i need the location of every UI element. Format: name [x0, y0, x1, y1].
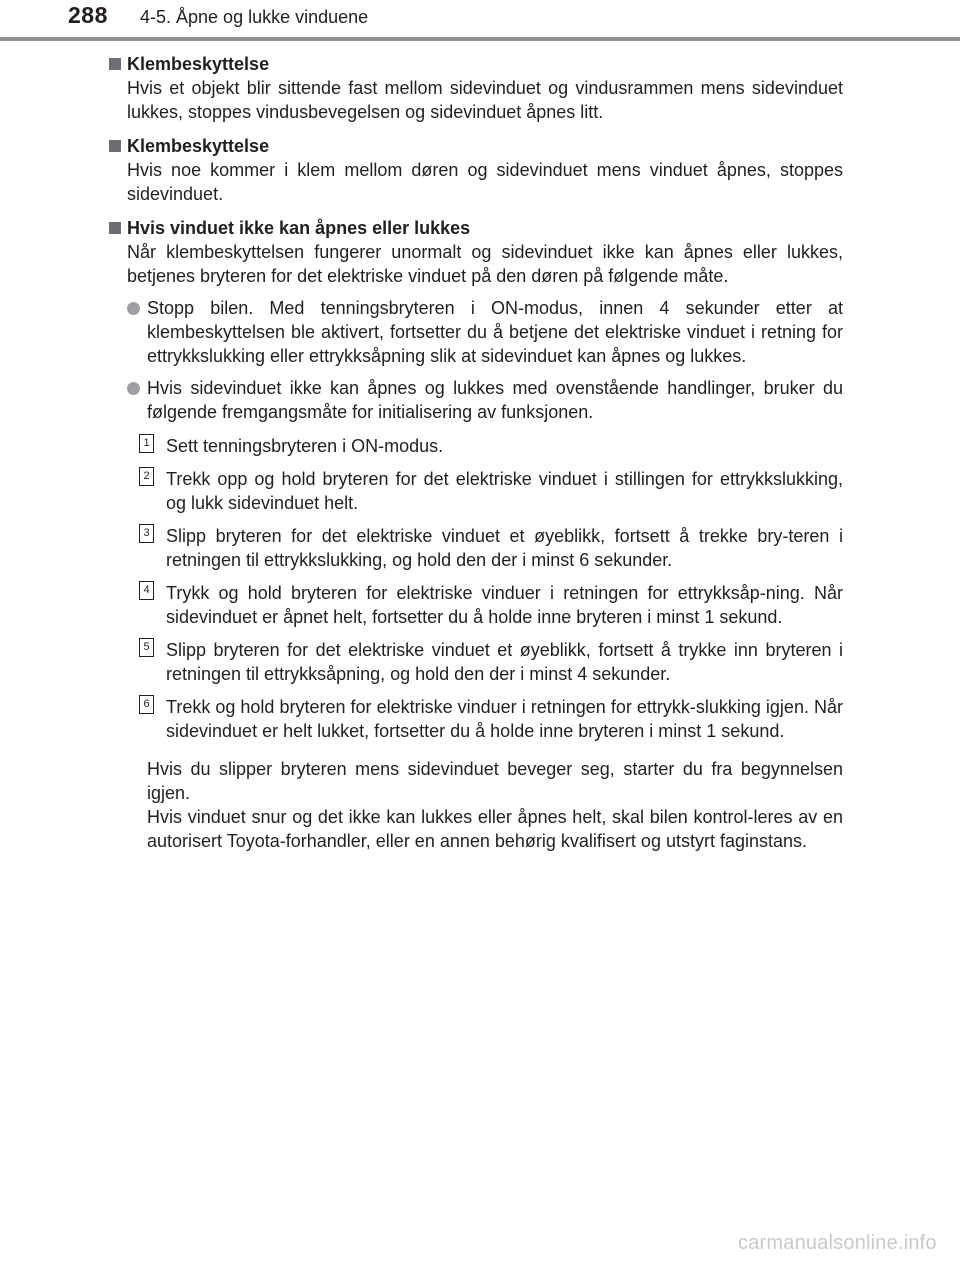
- section-paragraph: Hvis et objekt blir sittende fast mellom sidevinduet og vindusrammen mens sidevinduet lukkes, stoppes vindusbevegelsen og sidevinduet åpnes litt.: [127, 78, 843, 122]
- step-number: 2: [139, 467, 154, 486]
- closing-notes: [147, 757, 843, 853]
- step-item: [139, 434, 843, 458]
- page-header: [0, 0, 960, 44]
- section-heading: Hvis vinduet ikke kan åpnes eller lukkes: [108, 216, 843, 240]
- step-number: 3: [139, 524, 154, 543]
- page-content: [108, 52, 843, 863]
- step-number: 5: [139, 638, 154, 657]
- circle-bullet-icon: [127, 302, 140, 315]
- step-number: 6: [139, 695, 154, 714]
- page-number: 288: [68, 2, 108, 28]
- bullet-item: [127, 376, 843, 424]
- section-pinch-protection-open: [108, 134, 843, 206]
- section-paragraph: Hvis noe kommer i klem mellom døren og sidevinduet mens vinduet åpnes, stoppes sidevinduet.: [127, 160, 843, 204]
- closing-paragraph: Hvis vinduet snur og det ikke kan lukkes eller åpnes helt, skal bilen kontrol-leres av en autorisert Toyota-forhandler, eller en annen behørig kvalifisert og utstyrt faginstans.: [147, 807, 843, 851]
- step-item: [139, 638, 843, 686]
- step-item: [139, 695, 843, 743]
- step-text: Sett tenningsbryteren i ON-modus.: [166, 436, 444, 456]
- square-bullet-icon: [109, 222, 121, 234]
- chapter-title: 4-5. Åpne og lukke vinduene: [140, 7, 369, 27]
- bullet-item: [127, 296, 843, 368]
- circle-bullet-icon: [127, 382, 140, 395]
- step-item: [139, 524, 843, 572]
- bullet-text: Stopp bilen. Med tenningsbryteren i ON-modus, innen 4 sekunder etter at klembeskyttelsen ble aktivert, fortsetter du å betjene det elektriske vinduet i retning for ettrykkslukking eller ettrykksåpning slik at sidevinduet kan åpnes og lukkes.: [147, 298, 843, 366]
- section-heading: Klembeskyttelse: [108, 52, 843, 76]
- section-window-not-working: [108, 216, 843, 853]
- closing-paragraph: Hvis du slipper bryteren mens sidevinduet beveger seg, starter du fra begynnelsen igjen.: [147, 759, 843, 803]
- section-heading: Klembeskyttelse: [108, 134, 843, 158]
- watermark: carmanualsonline.info: [738, 1232, 937, 1254]
- step-number: 4: [139, 581, 154, 600]
- square-bullet-icon: [109, 58, 121, 70]
- section-paragraph: Når klembeskyttelsen fungerer unormalt og sidevinduet ikke kan åpnes eller lukkes, betjenes bryteren for det elektriske vinduet på den døren på følgende måte.: [127, 242, 843, 286]
- initialization-steps: [139, 434, 843, 743]
- step-item: [139, 467, 843, 515]
- step-text: Trekk opp og hold bryteren for det elektriske vinduet i stillingen for ettrykkslukking, og lukk sidevinduet helt.: [166, 469, 843, 513]
- header-divider: [0, 37, 960, 41]
- bullet-text: Hvis sidevinduet ikke kan åpnes og lukkes med ovenstående handlinger, bruker du følgende fremgangsmåte for initialisering av funksjonen.: [147, 378, 843, 422]
- step-item: [139, 581, 843, 629]
- square-bullet-icon: [109, 140, 121, 152]
- step-number: 1: [139, 434, 154, 453]
- section-pinch-protection-close: [108, 52, 843, 124]
- step-text: Trykk og hold bryteren for elektriske vinduer i retningen for ettrykksåp-ning. Når sidevinduet er åpnet helt, fortsetter du å holde inne bryteren i minst 1 sekund.: [166, 583, 843, 627]
- step-text: Slipp bryteren for det elektriske vinduet et øyeblikk, fortsett å trykke inn bryteren i retningen til ettrykksåpning, og hold den der i minst 4 sekunder.: [166, 640, 843, 684]
- step-text: Trekk og hold bryteren for elektriske vinduer i retningen for ettrykk-slukking igjen. Når sidevinduet er helt lukket, fortsetter du å holde inne bryteren i minst 1 sekund.: [166, 697, 843, 741]
- step-text: Slipp bryteren for det elektriske vinduet et øyeblikk, fortsett å trekke bry-teren i retningen til ettrykkslukking, og hold den der i minst 6 sekunder.: [166, 526, 843, 570]
